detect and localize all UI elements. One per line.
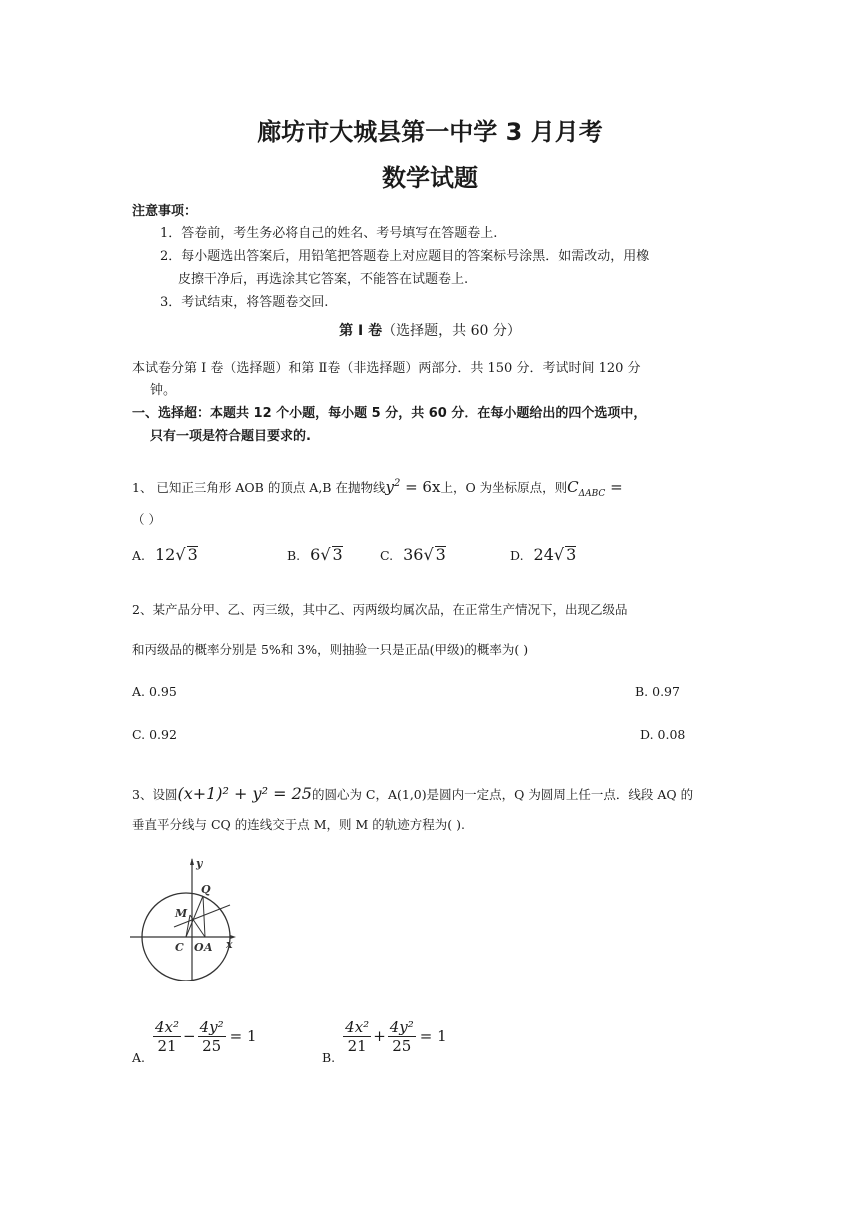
q1-option-d: D. 24√ 3 — [510, 545, 577, 564]
q2-option-d: D. 0.08 — [640, 727, 686, 742]
q2-option-c: C. 0.92 — [132, 727, 177, 742]
y-axis-arrow — [190, 858, 194, 865]
part1-heading — [0, 320, 860, 340]
q1-mid: 上，O 为坐标原点，则 — [440, 480, 568, 495]
q3-line1 — [132, 782, 693, 807]
q1-option-a: A. 12√ 3 — [132, 545, 198, 564]
q3-option-a: A. $\frac{\text{4x²}}{21}$ − $\frac{\text{4y²}}{25}$ = 1 — [132, 1018, 257, 1065]
q3-figure — [130, 855, 242, 981]
label-x: x — [226, 938, 233, 951]
section-heading-line2: 只有一项是符合题目要求的. — [150, 429, 311, 444]
notice-heading: 注意事项： — [132, 204, 198, 219]
q3-line2: 垂直平分线与 CQ 的连线交于点 M，则 M 的轨迹方程为( ). — [132, 817, 465, 832]
part1-intro-line1: 本试卷分第 Ⅰ 卷（选择题）和第 Ⅱ卷（非选择题）两部分．共 150 分．考试时间 120 分 — [132, 361, 641, 376]
exam-title: 廊坊市大城县第一中学 3 月月考 — [257, 118, 603, 146]
q1-answer-paren: （ ） — [132, 512, 161, 527]
label-q: Q — [201, 883, 211, 896]
q2-line2: 和丙级品的概率分别是 5%和 3%，则抽验一只是正品(甲级)的概率为( ) — [132, 642, 529, 657]
label-c: C — [175, 941, 184, 954]
q3-prefix: 3、设圆 — [132, 787, 178, 802]
q1-c-symbol: $C_{\Delta ABC}$ = — [567, 478, 623, 499]
q1-stem — [132, 472, 623, 506]
q3-line1-rest: 的圆心为 C，A(1,0)是圆内一定点，Q 为圆周上任一点．线段 AQ 的 — [311, 787, 694, 802]
section-heading-line1: 一、选择超：本题共 12 个小题，每小题 5 分，共 60 分．在每小题给出的四个选项中， — [132, 406, 647, 421]
label-m: M — [175, 907, 188, 920]
q2-option-a: A. 0.95 — [132, 684, 177, 699]
label-y: y — [196, 857, 203, 870]
notice-item-2-cont: 皮擦干净后，再选涂其它答案，不能答在试题卷上. — [178, 272, 469, 287]
q3-circle-formula: (x+1)² + y² = 25 — [177, 784, 312, 803]
label-o: O — [194, 941, 204, 954]
q1-option-b: B. 6√ 3 — [287, 545, 343, 564]
label-a: A — [204, 941, 213, 954]
notice-item-1: 1．答卷前，考生务必将自己的姓名、考号填写在答题卷上. — [160, 226, 498, 241]
exam-subtitle: 数学试题 — [382, 164, 478, 192]
notice-item-2: 2．每小题选出答案后，用铅笔把答题卷上对应题目的答案标号涂黑．如需改动，用橡 — [160, 249, 650, 264]
segment-aq — [203, 896, 205, 937]
q2-line1: 2、某产品分甲、乙、丙三级，其中乙、丙两级均属次品，在正常生产情况下，出现乙级品 — [132, 602, 628, 617]
part1-heading-bold: 第 Ⅰ 卷 — [339, 323, 383, 339]
part1-heading-rest: （选择题，共 60 分） — [382, 323, 521, 339]
q3-option-b: B. $\frac{\text{4x²}}{21}$ + $\frac{\text{4y²}}{25}$ = 1 — [322, 1018, 447, 1065]
q1-option-c: C. 36√ 3 — [380, 545, 446, 564]
part1-intro-line2: 钟。 — [150, 383, 177, 398]
q1-prefix: 1、 已知正三角形 AOB 的顶点 A,B 在抛物线 — [132, 480, 386, 495]
q2-option-b: B. 0.97 — [635, 684, 680, 699]
notice-item-3: 3．考试结束，将答题卷交回. — [160, 295, 329, 310]
q1-parabola-formula: $y^2 = 6x$ — [385, 478, 441, 496]
